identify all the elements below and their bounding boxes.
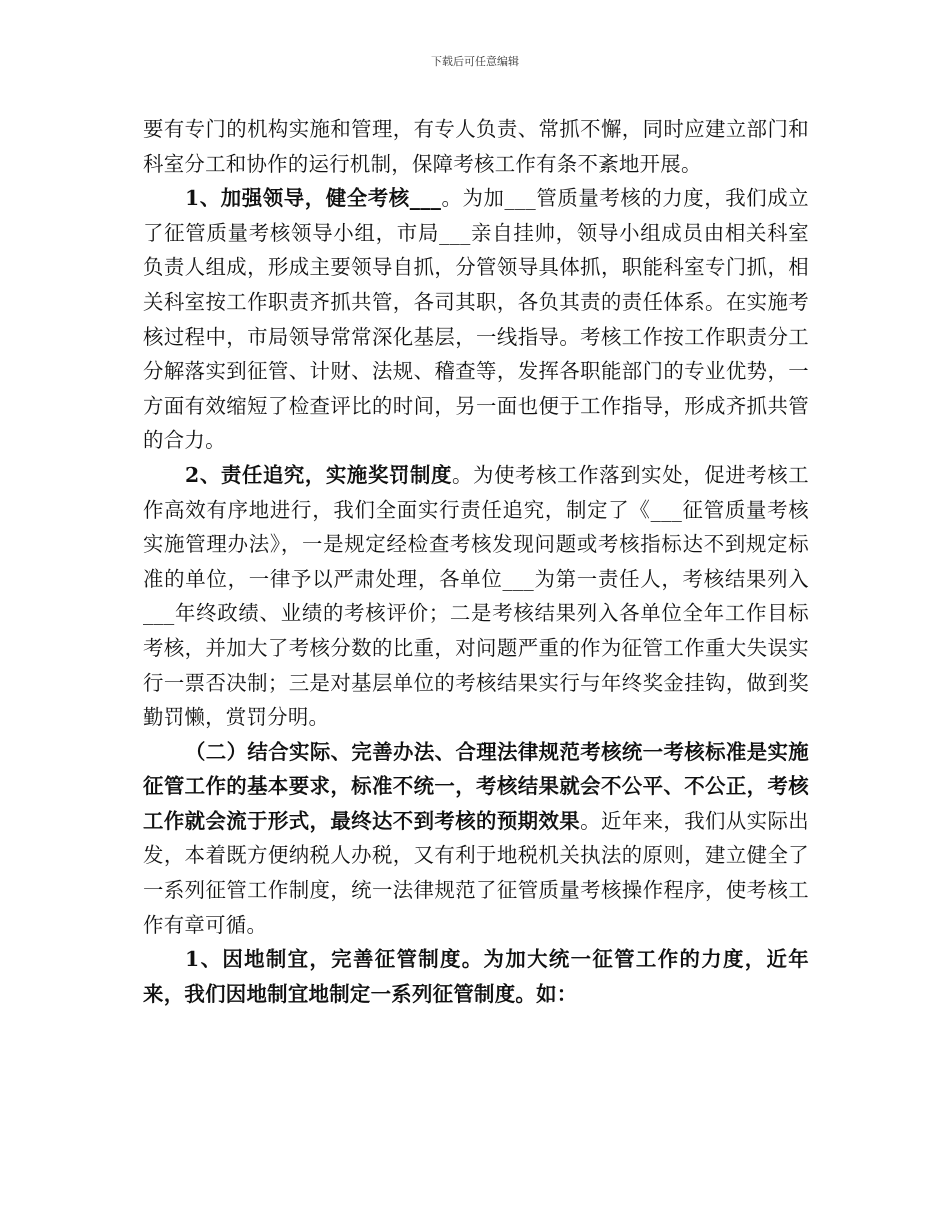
paragraph-text: 要有专门的机构实施和管理，有专人负责、常抓不懈，同时应建立部门和科室分工和协作的运行机制，保障考核工作有条不紊地开展。 (143, 117, 809, 176)
paragraph-text: 。近年来，我们从实际出发，本着既方便纳税人办税，又有利于地税机关执法的原则，建立健全了一系列征管工作制度，统一法律规范了征管质量考核操作程序，使考核工作有章可循。 (143, 808, 809, 937)
section-heading: 1、加强领导，健全考核___ (185, 186, 442, 211)
paragraph-3 (143, 458, 809, 735)
paragraph-2 (143, 181, 809, 458)
document-body (143, 112, 809, 1011)
paragraph-5 (143, 942, 809, 1011)
paragraph-4 (143, 735, 809, 943)
section-heading: （二）结合实际、完善办法、合理法律规范考核统一考核标准是实施征管工作的基本要求，标准不统一，考核结果就会不公平、不公正，考核工作就会流于形式，最终达不到考核的预期效果 (143, 739, 809, 833)
section-heading: 2、责任追究，实施奖罚制度 (185, 462, 453, 487)
paragraph-text: 。为使考核工作落到实处，促进考核工作高效有序地进行，我们全面实行责任追究，制定了《___征管质量考核实施管理办法》，一是规定经检查考核发现问题或考核指标达不到规定标准的单位，一律予以严肃处理，各单位___为第一责任人，考核结果列入___年终政绩、业绩的考核评价；二是考核结果列入各单位全年工作目标考核，并加大了考核分数的比重，对问题严重的作为征管工作重大失误实行一票否决制；三是对基层单位的考核结果实行与年终奖金挂钩，做到奖勤罚懒，赏罚分明。 (143, 462, 809, 730)
paragraph-1 (143, 112, 809, 181)
section-heading: 1、因地制宜，完善征管制度。为加大统一征管工作的力度，近年来，我们因地制宜地制定一系列征管制度。如： (143, 947, 809, 1006)
page-header: 下载后可任意编辑 (431, 55, 519, 68)
paragraph-text: 。为加___管质量考核的力度，我们成立了征管质量考核领导小组，市局___亲自挂帅，领导小组成员由相关科室负责人组成，形成主要领导自抓，分管领导具体抓，职能科室专门抓，相关科室按工作职责齐抓共管，各司其职，各负其责的责任体系。在实施考核过程中，市局领导常常深化基层，一线指导。考核工作按工作职责分工分解落实到征管、计财、法规、稽查等，发挥各职能部门的专业优势，一方面有效缩短了检查评比的时间，另一面也便于工作指导，形成齐抓共管的合力。 (143, 186, 809, 453)
